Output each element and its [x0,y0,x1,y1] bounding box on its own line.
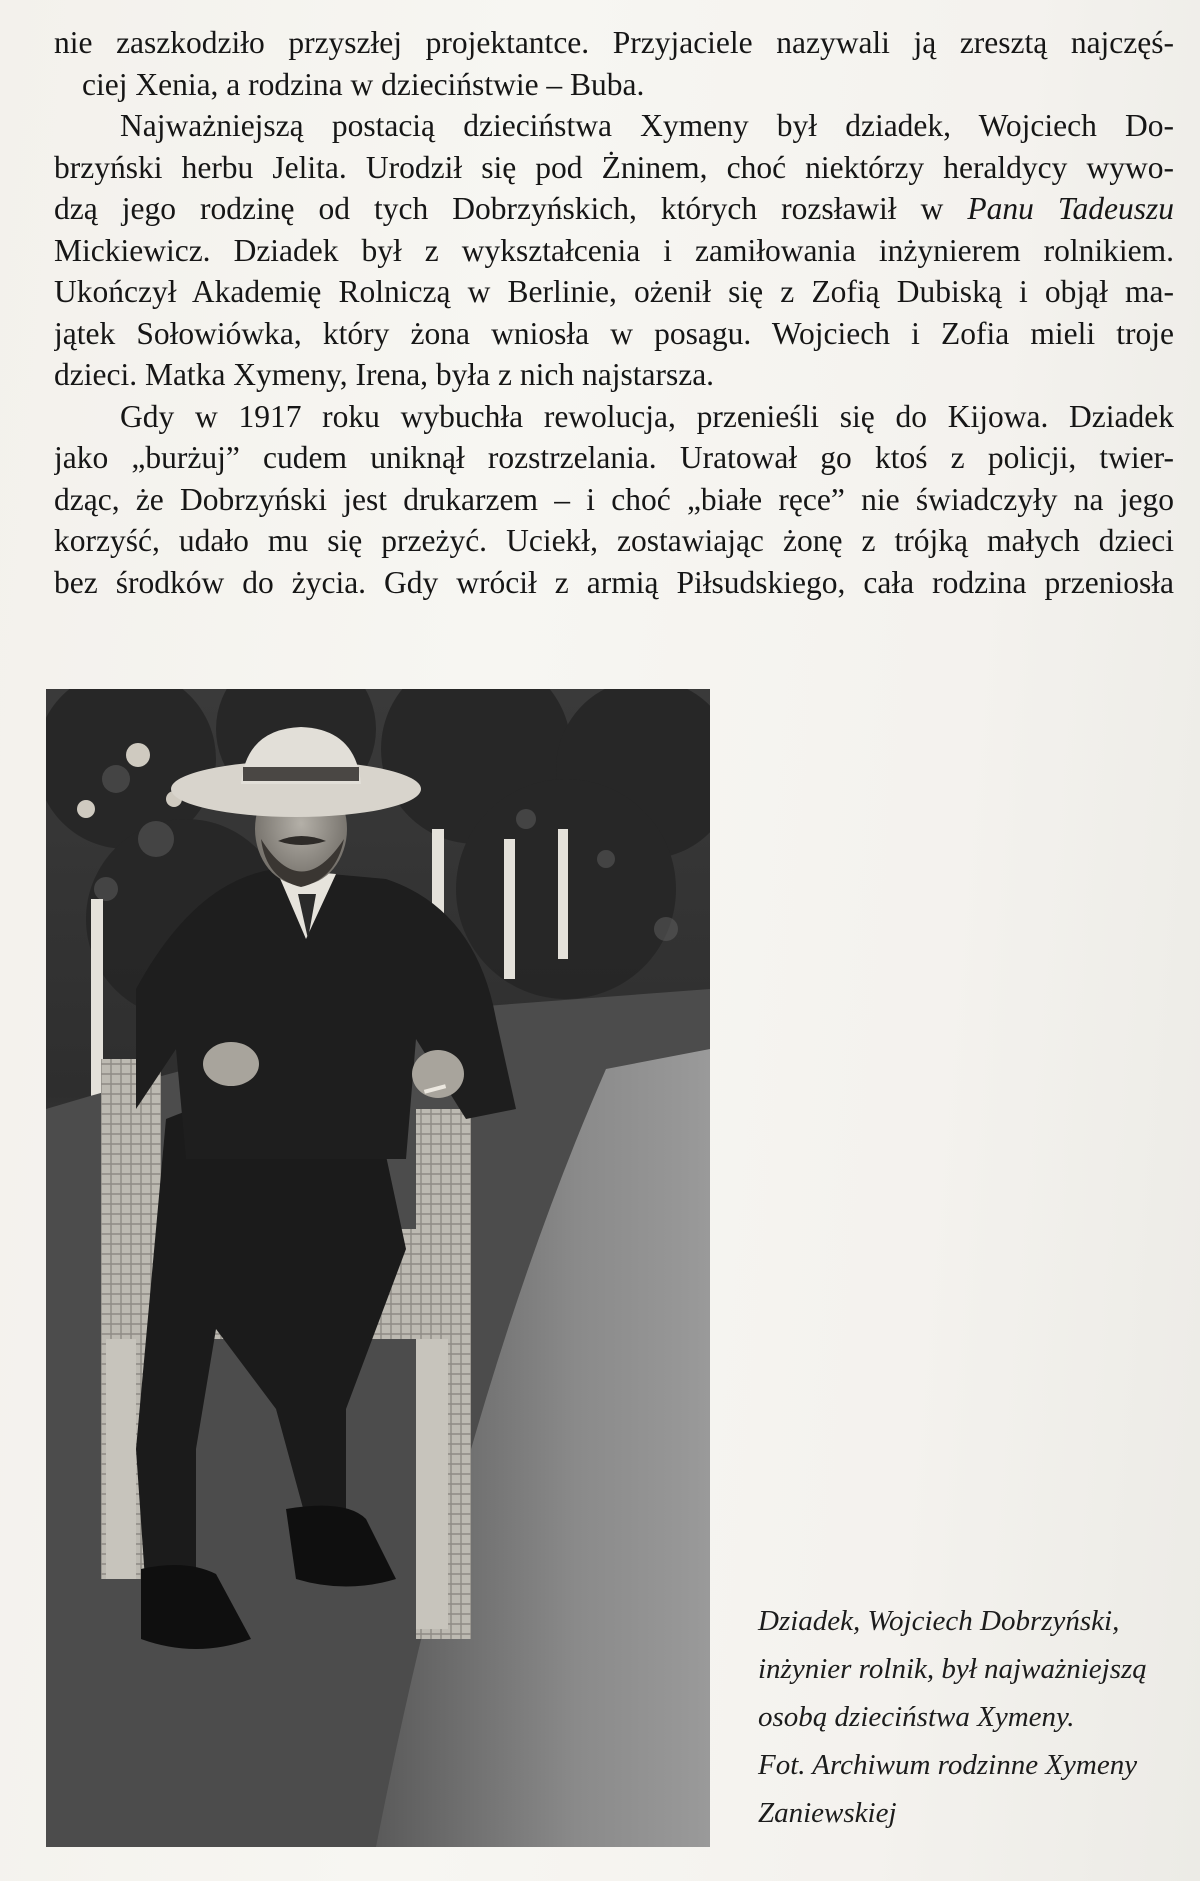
text-line-9: dzieci. Matka Xymeny, Irena, była z nich najstarsza. [54,357,715,392]
text-line-2: ciej Xenia, a rodzina w dzieciństwie – Buba. [82,66,645,102]
text-line-8: jątek Sołowiówka, który żona wniosła w posagu. Wojciech i Zofia mieli troje [54,315,1174,351]
text-line-11: jako „burżuj” cudem uniknął rozstrzelania. Uratował go ktoś z policji, twier- [54,440,1174,475]
text-line-13: korzyść, udało mu się przeżyć. Uciekł, zostawiając żonę z trójką małych dzieci [54,523,1174,558]
body-text [54,22,1174,603]
caption-line-3: osobą dzieciństwa Xymeny. [758,1701,1075,1733]
text-line-4: brzyński herbu Jelita. Urodził się pod Żninem, choć niektórzy heraldycy wywo- [54,149,1174,185]
caption-line-4: Fot. Archiwum rodzinne Xymeny [758,1749,1138,1781]
caption-line-5: Zaniewskiej [758,1797,897,1829]
portrait-photo-illustration [46,689,710,1847]
portrait-photo [46,689,710,1847]
caption-line-1: Dziadek, Wojciech Dobrzyński, [758,1605,1120,1637]
text-line-1: nie zaszkodziło przyszłej projektantce. Przyjaciele nazywali ją zresztą najczęś- [54,25,1174,60]
text-line-5-roman: dzą jego rodzinę od tych Dobrzyńskich, których rozsławił w [54,191,968,226]
text-line-12: dząc, że Dobrzyński jest drukarzem – i choć „białe ręce” nie świadczyły na jego [54,481,1174,517]
text-line-6: Mickiewicz. Dziadek był z wykształcenia i zamiłowania inżynierem rolnikiem. [54,232,1174,268]
caption-line-2: inżynier rolnik, był najważniejszą [758,1653,1147,1685]
text-line-7: Ukończył Akademię Rolniczą w Berlinie, ożenił się z Zofią Dubiską i objął ma- [54,274,1174,309]
text-line-5 [54,188,1174,230]
text-line-14: bez środków do życia. Gdy wrócił z armią Piłsudskiego, cała rodzina przeniosła [54,564,1174,600]
text-line-10: Gdy w 1917 roku wybuchła rewolucja, przenieśli się do Kijowa. Dziadek [120,398,1174,434]
text-line-3: Najważniejszą postacią dzieciństwa Xymeny był dziadek, Wojciech Do- [120,108,1174,143]
book-title-panu-tadeuszu: Panu Tadeuszu [967,191,1174,226]
photo-caption [758,1597,1198,1837]
